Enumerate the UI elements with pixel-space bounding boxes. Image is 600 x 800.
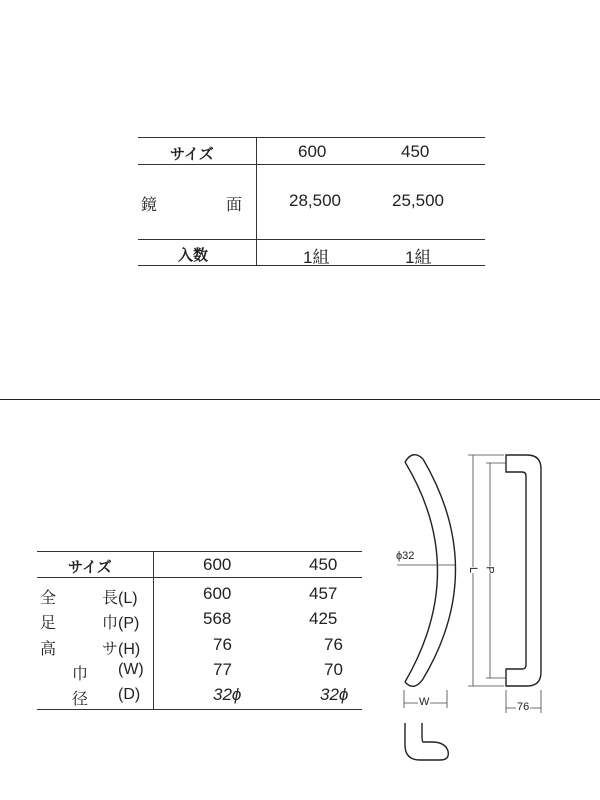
spec-row-col2: 425 xyxy=(309,609,338,628)
price-header-col2: 450 xyxy=(401,142,430,161)
spec-row-col2: 32ϕ xyxy=(320,685,349,704)
spec-row-col1: 32ϕ xyxy=(213,685,242,704)
curved-handle-inner xyxy=(423,459,456,679)
spec-header-col1: 600 xyxy=(203,555,232,574)
spec-row-label-b: サ(H) xyxy=(102,641,141,658)
u-handle-outer xyxy=(506,455,541,686)
finish-price-col1: 28,500 xyxy=(289,191,341,210)
spec-row-label-b: (W) xyxy=(118,661,144,678)
spec-row-label-a: 高 xyxy=(40,641,57,658)
dim-h-label: 76 xyxy=(517,701,530,713)
spec-row-label-b: (D) xyxy=(118,686,141,703)
spec-row-label-a: 径 xyxy=(72,691,89,708)
spec-row-label-a: 巾 xyxy=(72,666,89,683)
dim-phi-label: ϕ32 xyxy=(396,550,415,562)
price-header-label: サイズ xyxy=(170,146,214,163)
curved-handle-top-cap xyxy=(405,455,423,462)
spec-row-label-a: 足 xyxy=(40,615,57,632)
dim-l-label: L xyxy=(467,566,480,574)
curved-handle-outer xyxy=(405,462,438,682)
qty-col1: 1組 xyxy=(303,248,330,267)
spec-row-col2: 76 xyxy=(324,635,343,654)
spec-row-col2: 457 xyxy=(309,584,338,603)
finish-price-col2: 25,500 xyxy=(392,191,444,210)
end-profile xyxy=(405,723,448,760)
dim-w-label: W xyxy=(419,696,430,708)
curved-handle-bottom-cap xyxy=(405,679,423,686)
spec-header-col2: 450 xyxy=(309,555,338,574)
qty-label: 入数 xyxy=(178,247,209,264)
price-header-col1: 600 xyxy=(298,142,327,161)
spec-row-col1: 77 xyxy=(213,660,232,679)
spec-row-col1: 76 xyxy=(213,635,232,654)
qty-col2: 1組 xyxy=(405,248,432,267)
spec-header-label: サイズ xyxy=(68,559,112,576)
finish-label-a: 鏡 xyxy=(141,197,158,214)
spec-row-col1: 568 xyxy=(203,609,232,628)
spec-row-col2: 70 xyxy=(324,660,343,679)
spec-row-col1: 600 xyxy=(203,584,232,603)
spec-row-label-b: 長(L) xyxy=(102,590,138,607)
dim-p-label: P xyxy=(483,566,496,574)
spec-row-label-a: 全 xyxy=(40,590,57,607)
finish-label-b: 面 xyxy=(226,197,243,214)
spec-row-label-b: 巾(P) xyxy=(102,615,140,632)
